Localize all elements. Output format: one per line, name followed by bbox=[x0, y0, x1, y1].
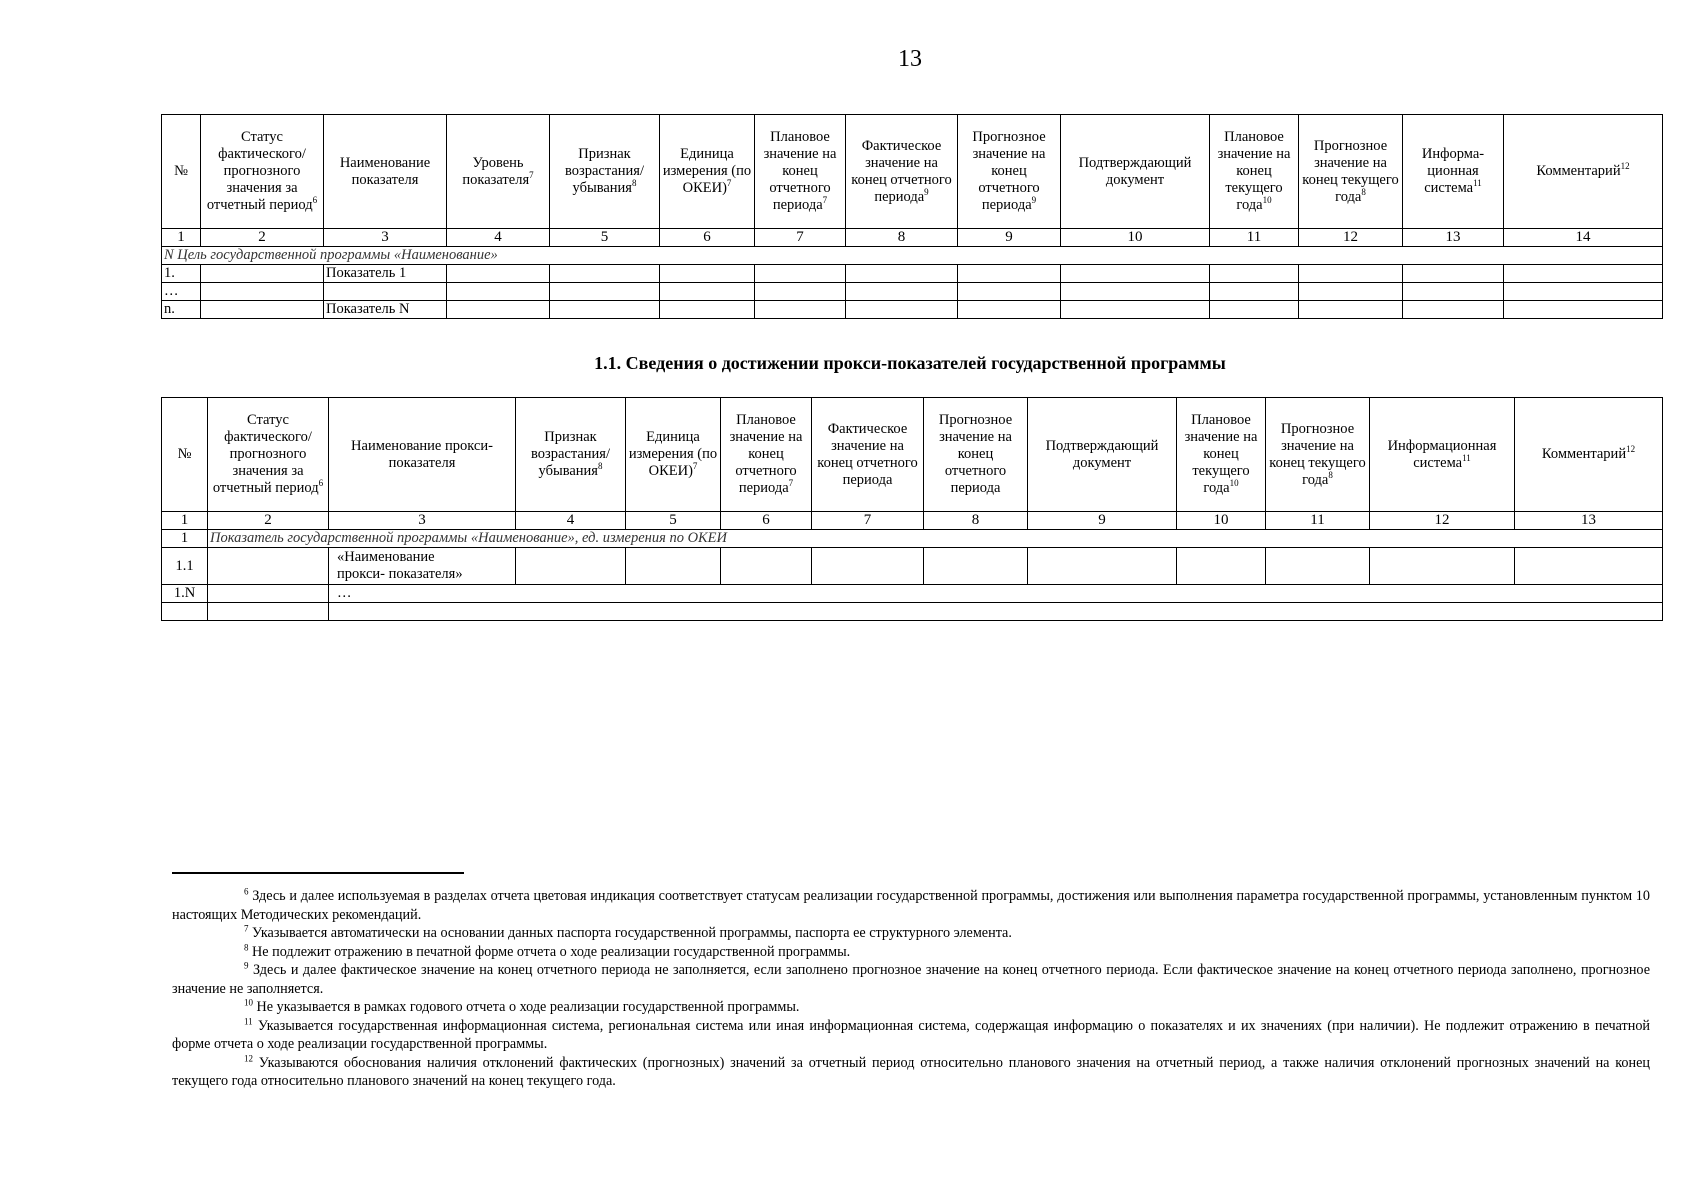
header-cell: Плановое значение на конец отчетного периода$^7$ bbox=[755, 115, 846, 229]
table-row bbox=[162, 585, 1663, 603]
column-number: 2 bbox=[201, 229, 324, 247]
table-cell bbox=[201, 301, 324, 319]
column-number: 12 bbox=[1370, 512, 1515, 530]
column-number: 6 bbox=[660, 229, 755, 247]
footnote: $^9$ Здесь и далее фактическое значение на конец отчетного периода не заполняется, если заполнено прогнозное значение на конец отчетного периода. Если фактическое значение на конец отчетного периода заполнено, прогнозное значение не заполняется. bbox=[172, 960, 1650, 997]
row-number: n. bbox=[162, 301, 201, 319]
row-number: 1.1 bbox=[162, 548, 208, 585]
table-cell bbox=[1299, 283, 1403, 301]
footnote-divider bbox=[172, 872, 464, 874]
header-cell: Информа-ционная система$^{11}$ bbox=[1403, 115, 1504, 229]
table-cell bbox=[1403, 301, 1504, 319]
table-cell bbox=[846, 283, 958, 301]
table-cell bbox=[447, 265, 550, 283]
table-cell bbox=[1299, 265, 1403, 283]
row-name: … bbox=[329, 585, 1663, 603]
header-cell: Фактическое значение на конец отчетного периода bbox=[812, 398, 924, 512]
column-number: 5 bbox=[626, 512, 721, 530]
table-cell bbox=[550, 283, 660, 301]
row-name: Показатель 1 bbox=[324, 265, 447, 283]
column-number: 2 bbox=[208, 512, 329, 530]
footnotes bbox=[172, 887, 1650, 1091]
row-name bbox=[329, 603, 1663, 621]
footnote: $^{11}$ Указывается государственная информационная система, региональная система или иная информационная система, содержащая информацию о показателях и их значениях (при наличии). Не подлежит отражению в печатной форме отчета о ходе реализации государственной программы. bbox=[172, 1015, 1651, 1052]
column-number: 10 bbox=[1177, 512, 1266, 530]
table-cell bbox=[201, 265, 324, 283]
column-number: 7 bbox=[755, 229, 846, 247]
row-number: 1. bbox=[162, 265, 201, 283]
goal-row bbox=[162, 247, 1663, 265]
table-cell bbox=[1515, 548, 1663, 585]
header-cell: Признак возрастания/ убывания$^8$ bbox=[550, 115, 660, 229]
column-number: 9 bbox=[958, 229, 1061, 247]
column-number: 13 bbox=[1515, 512, 1663, 530]
table-cell bbox=[958, 265, 1061, 283]
indicator-number: 1 bbox=[162, 530, 208, 548]
column-number-row bbox=[162, 512, 1663, 530]
footnote: $^8$ Не подлежит отражению в печатной форме отчета о ходе реализации государственной программы. bbox=[244, 941, 851, 960]
section-title: 1.1. Сведения о достижении прокси-показателей государственной программы bbox=[594, 353, 1226, 373]
table-row bbox=[162, 603, 1663, 621]
column-number: 10 bbox=[1061, 229, 1210, 247]
header-cell: Единица измерения (по ОКЕИ)$^7$ bbox=[626, 398, 721, 512]
column-number: 1 bbox=[162, 512, 208, 530]
row-number: … bbox=[162, 283, 201, 301]
table-row bbox=[162, 548, 1663, 585]
table-cell bbox=[755, 265, 846, 283]
page-number: 13 bbox=[898, 46, 922, 72]
table-cell bbox=[958, 283, 1061, 301]
column-number: 3 bbox=[329, 512, 516, 530]
column-number: 14 bbox=[1504, 229, 1663, 247]
table-cell bbox=[660, 265, 755, 283]
proxy-indicators-table bbox=[161, 397, 1663, 621]
table-cell bbox=[1403, 265, 1504, 283]
header-cell: Плановое значение на конец текущего года$^{10}$ bbox=[1177, 398, 1266, 512]
header-cell: Прогнозное значение на конец текущего года$^8$ bbox=[1299, 115, 1403, 229]
table-cell bbox=[1403, 283, 1504, 301]
table-cell bbox=[1210, 283, 1299, 301]
column-number-row bbox=[162, 229, 1663, 247]
table-cell bbox=[550, 301, 660, 319]
column-number: 6 bbox=[721, 512, 812, 530]
header-cell: Прогнозное значение на конец отчетного периода$^9$ bbox=[958, 115, 1061, 229]
table-cell bbox=[550, 265, 660, 283]
table-row bbox=[162, 301, 1663, 319]
table-cell bbox=[516, 548, 626, 585]
table-cell bbox=[1299, 301, 1403, 319]
table-cell bbox=[208, 603, 329, 621]
column-number: 5 bbox=[550, 229, 660, 247]
table-cell bbox=[1504, 283, 1663, 301]
goal-row-label: N Цель государственной программы «Наименование» bbox=[162, 247, 1663, 265]
column-number: 12 bbox=[1299, 229, 1403, 247]
row-name: Показатель N bbox=[324, 301, 447, 319]
table-cell bbox=[846, 301, 958, 319]
indicator-label: Показатель государственной программы «Наименование», ед. измерения по ОКЕИ bbox=[208, 530, 1663, 548]
header-cell: Наименование показателя bbox=[324, 115, 447, 229]
table-cell bbox=[721, 548, 812, 585]
table-cell bbox=[208, 548, 329, 585]
column-number: 9 bbox=[1028, 512, 1177, 530]
header-cell: Наименование прокси-показателя bbox=[329, 398, 516, 512]
header-cell: Комментарий$^{12}$ bbox=[1515, 398, 1663, 512]
indicators-table bbox=[161, 114, 1663, 319]
table-header-row bbox=[162, 115, 1663, 229]
header-cell: Комментарий$^{12}$ bbox=[1504, 115, 1663, 229]
table-cell bbox=[755, 283, 846, 301]
table-cell bbox=[447, 301, 550, 319]
header-cell: Прогнозное значение на конец отчетного периода bbox=[924, 398, 1028, 512]
row-name bbox=[324, 283, 447, 301]
table-cell bbox=[626, 548, 721, 585]
table-cell bbox=[1266, 548, 1370, 585]
header-cell: Уровень показателя$^7$ bbox=[447, 115, 550, 229]
footnote: $^{12}$ Указываются обоснования наличия отклонений фактических (прогнозных) значений за отчетный период относительно планового значения на отчетный период, а также наличия отклонений прогнозных значений на конец текущего года относительно планового значений на конец текущего года. bbox=[172, 1052, 1651, 1089]
column-number: 1 bbox=[162, 229, 201, 247]
table-cell bbox=[1061, 283, 1210, 301]
column-number: 4 bbox=[516, 512, 626, 530]
table-cell bbox=[958, 301, 1061, 319]
row-number bbox=[162, 603, 208, 621]
table-cell bbox=[208, 585, 329, 603]
indicator-row bbox=[162, 530, 1663, 548]
table-cell bbox=[1504, 265, 1663, 283]
table-cell bbox=[1210, 301, 1299, 319]
footnote: $^6$ Здесь и далее используемая в разделах отчета цветовая индикация соответствует статусам реализации государственной программы, достижения или выполнения параметра государственной программы, установленным пунктом 10 настоящих Методических рекомендаций. bbox=[172, 886, 1650, 923]
header-cell: Признак возрастания/ убывания$^8$ bbox=[516, 398, 626, 512]
header-cell: № bbox=[162, 115, 201, 229]
header-cell: Подтверждающий документ bbox=[1028, 398, 1177, 512]
column-number: 3 bbox=[324, 229, 447, 247]
header-cell: Плановое значение на конец текущего года$^{10}$ bbox=[1210, 115, 1299, 229]
table-cell bbox=[660, 283, 755, 301]
table-cell bbox=[1177, 548, 1266, 585]
table-header-row bbox=[162, 398, 1663, 512]
header-cell: Подтверждающий документ bbox=[1061, 115, 1210, 229]
header-cell: Прогнозное значение на конец текущего года$^8$ bbox=[1266, 398, 1370, 512]
table-cell bbox=[1028, 548, 1177, 585]
table-cell bbox=[1061, 265, 1210, 283]
column-number: 8 bbox=[924, 512, 1028, 530]
header-cell: Информационная система$^{11}$ bbox=[1370, 398, 1515, 512]
table-cell bbox=[1504, 301, 1663, 319]
table-cell bbox=[812, 548, 924, 585]
column-number: 4 bbox=[447, 229, 550, 247]
footnote: $^7$ Указывается автоматически на основании данных паспорта государственной программы, паспорта ее структурного элемента. bbox=[244, 923, 1012, 941]
table-cell bbox=[755, 301, 846, 319]
header-cell: Плановое значение на конец отчетного периода$^7$ bbox=[721, 398, 812, 512]
table-cell bbox=[1210, 265, 1299, 283]
table-row bbox=[162, 265, 1663, 283]
table-row bbox=[162, 283, 1663, 301]
table-cell bbox=[924, 548, 1028, 585]
footnote: $^{10}$ Не указывается в рамках годового отчета о ходе реализации государственной программы. bbox=[244, 997, 800, 1015]
header-cell: Статус фактического/ прогнозного значения за отчетный период$^6$ bbox=[208, 398, 329, 512]
column-number: 7 bbox=[812, 512, 924, 530]
row-name: «Наименование прокси- показателя» bbox=[329, 548, 516, 585]
column-number: 11 bbox=[1210, 229, 1299, 247]
table-cell bbox=[1370, 548, 1515, 585]
header-cell: Фактическое значение на конец отчетного периода$^9$ bbox=[846, 115, 958, 229]
table-cell bbox=[201, 283, 324, 301]
column-number: 11 bbox=[1266, 512, 1370, 530]
header-cell: Единица измерения (по ОКЕИ)$^7$ bbox=[660, 115, 755, 229]
column-number: 13 bbox=[1403, 229, 1504, 247]
table-cell bbox=[447, 283, 550, 301]
table-cell bbox=[1061, 301, 1210, 319]
row-number: 1.N bbox=[162, 585, 208, 603]
table-cell bbox=[846, 265, 958, 283]
table-cell bbox=[660, 301, 755, 319]
header-cell: Статус фактического/ прогнозного значения за отчетный период$^6$ bbox=[201, 115, 324, 229]
header-cell: № bbox=[162, 398, 208, 512]
column-number: 8 bbox=[846, 229, 958, 247]
